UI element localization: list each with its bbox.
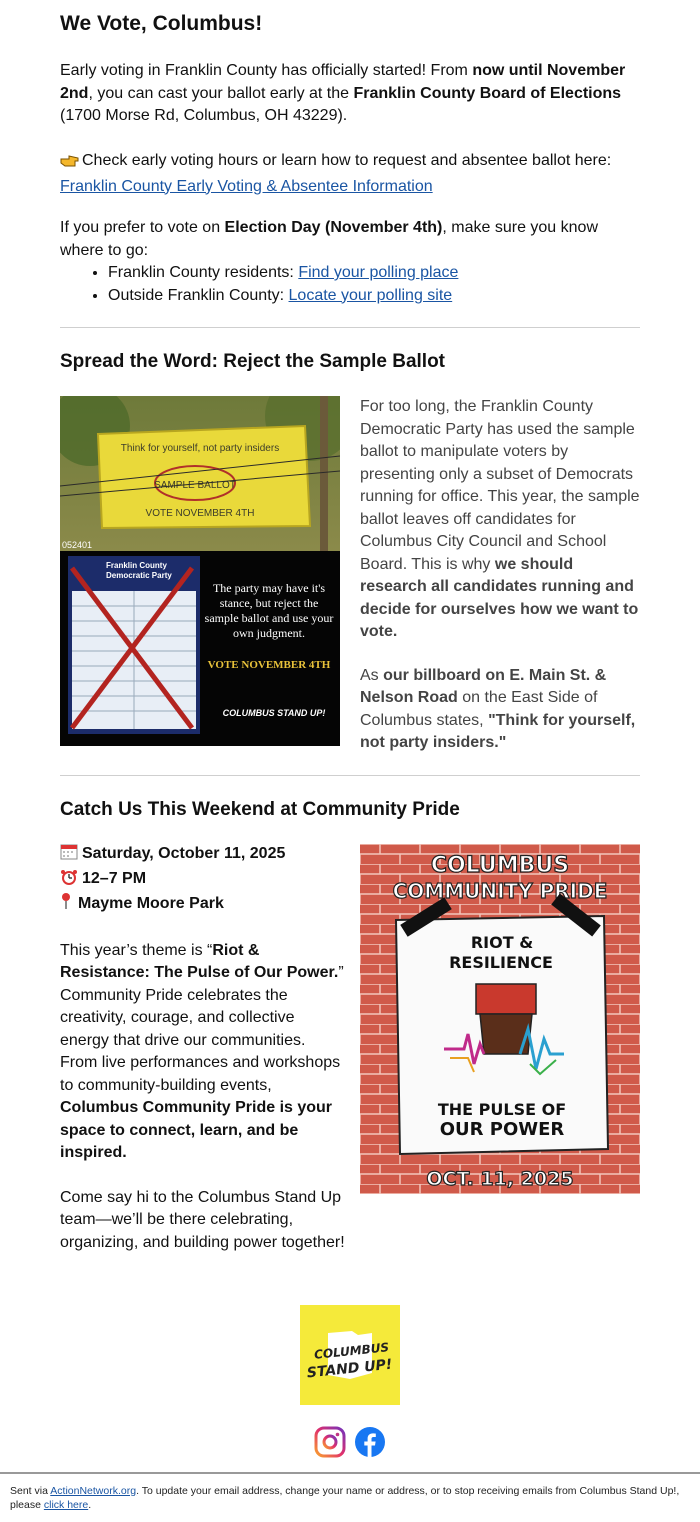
early-voting-link[interactable]: Franklin County Early Voting & Absentee Information <box>60 177 433 195</box>
community-pride-poster <box>360 844 640 1194</box>
event-details: Saturday, October 11, 2025 12–7 PM Mayme Moore Park This year’s theme is “Riot & Resistance: The Pulse of Our Power.” Community Pride celebrates the creativity, courage, and collective energy that drive our communities. From live performances and workshops to community-building events, Columbus Community Pride is your space to connect, learn, and be inspired. Come say hi to the Columbus Stand Up team—we’ll be there celebrating, organizing, and building power together! <box>60 845 345 1251</box>
billboard-graphic <box>60 396 340 746</box>
event-place: Mayme Moore Park <box>78 895 224 912</box>
billboard-sign-bottom: VOTE NOVEMBER 4TH <box>145 508 255 519</box>
poster-pulse-2: OUR POWER <box>439 1119 565 1140</box>
section-heading: Spread the Word: Reject the Sample Ballot <box>60 351 446 372</box>
page-title: We Vote, Columbus! <box>60 12 263 35</box>
poster-riot: RIOT & <box>470 933 534 952</box>
columbus-stand-up-logo[interactable] <box>300 1305 400 1405</box>
list-item: • Outside Franklin County: Locate your polling site <box>108 285 640 308</box>
poster-date: OCT. 11, 2025 <box>426 1168 574 1190</box>
election-day-block: If you prefer to vote on Election Day (November 4th), make sure you know where to go: • Franklin County residents: Find your polling place • Outside Franklin County: Locate your polling site <box>60 217 640 307</box>
calendar-icon <box>60 844 82 868</box>
locate-polling-site-link[interactable]: Locate your polling site <box>288 286 453 304</box>
billboard-message: The party may have it's stance, but reject the sample ballot and use your own judgment. <box>204 581 334 640</box>
poster-title-1: COLUMBUS <box>430 853 570 878</box>
instagram-icon[interactable] <box>314 1426 346 1458</box>
billboard-image <box>60 396 340 746</box>
find-polling-place-link[interactable]: Find your polling place <box>298 264 459 281</box>
ballot-heading: Franklin County <box>106 561 167 570</box>
billboard-logo: COLUMBUS STAND UP! <box>222 708 326 718</box>
polling-list <box>60 262 640 307</box>
footer: Sent via ActionNetwork.org. To update your email address, change your name or address, or to stop receiving emails from Columbus Stand Up!, please click here. <box>0 1472 700 1522</box>
divider <box>60 327 640 328</box>
section2-text: For too long, the Franklin County Democratic Party has used the sample ballot to manipulate voters by presenting only a subset of Democrats running for office. This year, the sample ballot leaves off candidates for Columbus City Council and School Board. This is why we should research all candidates running and decide for ourselves how we want to vote. As our billboard on E. Main St. & Nelson Road on the East Side of Columbus states, "Think for yourself, not party insiders." <box>360 398 640 751</box>
unsubscribe-link[interactable]: click here <box>43 1499 89 1511</box>
billboard-sign-mid: SAMPLE BALLOT <box>154 480 236 491</box>
alarm-clock-icon <box>60 869 82 893</box>
billboard-vote: VOTE NOVEMBER 4TH <box>207 659 331 671</box>
event-time: 12–7 PM <box>82 869 147 887</box>
event-date: Saturday, October 11, 2025 <box>82 845 286 862</box>
pride-poster-graphic <box>360 844 640 1194</box>
billboard-code: 052401 <box>62 540 93 550</box>
poster-pulse-1: THE PULSE OF <box>437 1100 567 1119</box>
check-paragraph: Check early voting hours or learn how to request and absentee ballot here: Franklin County Early Voting & Absentee Information <box>60 152 612 195</box>
section-heading: Catch Us This Weekend at Community Pride <box>60 799 460 820</box>
billboard-sign-top: Think for yourself, not party insiders <box>120 443 280 454</box>
divider <box>60 775 640 776</box>
logo-line-2: STAND UP! <box>306 1356 393 1382</box>
logo-line-1: COLUMBUS <box>313 1340 390 1362</box>
list-item: • Franklin County residents: Find your polling place <box>108 262 640 285</box>
poster-title-2: COMMUNITY PRIDE <box>392 879 608 903</box>
pin-icon <box>60 892 78 918</box>
pointing-hand-icon <box>60 152 82 176</box>
ballot-heading-2: Democratic Party <box>106 571 172 580</box>
intro-paragraph: Early voting in Franklin County has officially started! From now until November 2nd, you can cast your ballot early at the Franklin County Board of Elections (1700 Morse Rd, Columbus, OH 43229). <box>60 62 626 124</box>
facebook-icon[interactable] <box>354 1426 386 1458</box>
action-network-link[interactable]: ActionNetwork.org <box>50 1485 137 1497</box>
poster-resilience: RESILIENCE <box>449 953 553 972</box>
